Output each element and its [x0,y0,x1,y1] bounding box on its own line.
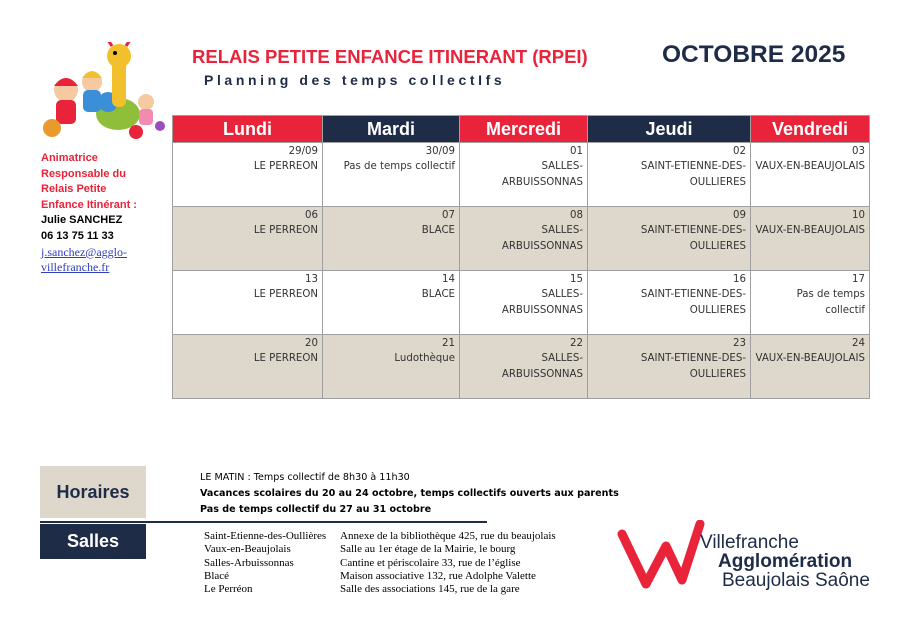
day-number: 22 [570,338,583,349]
salle-row [204,583,572,596]
salle-address: Salle au 1er étage de la Mairie, le bourg [340,543,516,556]
salle-row [204,570,572,583]
contact-name: Julie SANCHEZ [41,214,123,227]
day-cell [588,143,751,207]
page-title: RELAIS PETITE ENFANCE ITINERANT (RPEI) [192,46,588,67]
brand-line: Villefranche [700,532,799,553]
day-place: LE PERREON [253,289,318,301]
day-place: LE PERREON [253,353,318,365]
month-heading: OCTOBRE 2025 [662,41,846,68]
day-cell [173,335,323,399]
day-cell [588,271,751,335]
day-number: 23 [733,338,746,349]
contact-role-line: Animatrice [41,152,98,164]
day-cell [173,271,323,335]
day-number: 29/09 [288,146,318,157]
salle-address: Cantine et périscolaire 33, rue de l’église [340,556,521,569]
salle-town: Le Perréon [204,583,253,596]
horaires-details [200,470,619,518]
day-cell [460,207,588,271]
day-number: 03 [852,146,865,157]
day-place: SALLES-ARBUISSONNAS [501,225,583,252]
day-place: Pas de temps collectif [796,289,865,316]
page-subtitle: Planning des temps collectIfs [204,72,506,88]
day-place: BLACE [421,289,455,301]
day-header-vendredi: Vendredi [751,116,870,143]
week-row [173,207,870,271]
section-divider [40,521,487,523]
horaires-line: Pas de temps collectif du 27 au 31 octobre [200,504,432,515]
salles-list [204,530,572,596]
day-place: VAUX-EN-BEAUJOLAIS [755,225,865,237]
salles-label: Salles [40,524,146,559]
salle-row [204,530,572,543]
week-row [173,143,870,207]
day-number: 30/09 [425,146,455,157]
week-row [173,271,870,335]
contact-email-line[interactable]: j.sanchez@agglo- [41,244,128,259]
salle-row [204,557,572,570]
day-number: 01 [570,146,583,157]
brand-line: Beaujolais Saône [722,570,870,591]
horaires-line: LE MATIN : Temps collectif de 8h30 à 11h30 [200,472,410,483]
contact-role-line: Relais Petite [41,183,107,196]
day-cell [460,143,588,207]
day-place: SAINT-ETIENNE-DES-OULLIERES [640,353,746,380]
day-header-jeudi: Jeudi [588,116,751,143]
contact-phone: 06 13 75 11 33 [41,229,114,242]
day-cell [173,207,323,271]
salle-row [204,543,572,556]
horaires-line: Vacances scolaires du 20 au 24 octobre, temps collectifs ouverts aux parents [200,488,619,499]
day-cell [751,335,870,399]
day-place: SALLES-ARBUISSONNAS [501,289,583,316]
day-place: VAUX-EN-BEAUJOLAIS [755,353,865,365]
day-cell [751,271,870,335]
salle-town: Salles-Arbuissonnas [204,556,294,569]
day-number: 17 [852,274,865,285]
salle-town: Blacé [204,569,230,582]
children-illustration [36,42,170,142]
contact-email-line[interactable]: villefranche.fr [41,260,110,275]
day-number: 02 [733,146,746,157]
day-cell [460,335,588,399]
day-place: SALLES-ARBUISSONNAS [501,161,583,188]
day-number: 09 [733,210,746,221]
contact-block [41,151,166,276]
day-number: 13 [305,274,318,285]
day-place: SALLES-ARBUISSONNAS [501,353,583,380]
day-header-lundi: Lundi [173,116,323,143]
day-place: LE PERREON [253,161,318,173]
contact-email-link[interactable] [41,245,166,276]
day-number: 14 [442,274,455,285]
day-cell [323,143,460,207]
day-number: 10 [852,210,865,221]
day-cell [751,207,870,271]
day-place: SAINT-ETIENNE-DES-OULLIERES [640,225,746,252]
day-cell [460,271,588,335]
planning-table [172,115,870,399]
day-header-mardi: Mardi [323,116,460,143]
contact-role-line: Responsable du [41,167,126,180]
day-number: 08 [570,210,583,221]
day-place: Ludothèque [394,353,455,365]
salle-address: Salle des associations 145, rue de la gare [340,583,520,596]
salle-town: Saint-Etienne-des-Oullières [204,530,327,542]
day-cell [323,271,460,335]
day-cell [323,207,460,271]
day-cell [323,335,460,399]
day-number: 06 [305,210,318,221]
day-place: SAINT-ETIENNE-DES-OULLIERES [640,289,746,316]
day-cell [751,143,870,207]
day-number: 21 [442,338,455,349]
day-place: LE PERREON [253,225,318,237]
day-cell [173,143,323,207]
day-number: 24 [852,338,865,349]
day-place: BLACE [421,225,455,237]
contact-role-line: Enfance Itinérant : [41,198,137,211]
week-row [173,335,870,399]
day-place: VAUX-EN-BEAUJOLAIS [755,161,865,173]
day-place: SAINT-ETIENNE-DES-OULLIERES [640,161,746,188]
day-cell [588,207,751,271]
day-cell [588,335,751,399]
brand-name [700,533,870,590]
day-number: 07 [442,210,455,221]
salle-town: Vaux-en-Beaujolais [204,543,291,556]
salle-address: Annexe de la bibliothèque 425, rue du beaujolais [340,530,556,542]
salle-address: Maison associative 132, rue Adolphe Valette [340,569,536,582]
day-place: Pas de temps collectif [343,161,455,173]
day-number: 16 [733,274,746,285]
horaires-label: Horaires [40,466,146,518]
day-header-mercredi: Mercredi [460,116,588,143]
day-number: 15 [570,274,583,285]
brand-line: Agglomération [718,551,853,572]
day-number: 20 [305,338,318,349]
